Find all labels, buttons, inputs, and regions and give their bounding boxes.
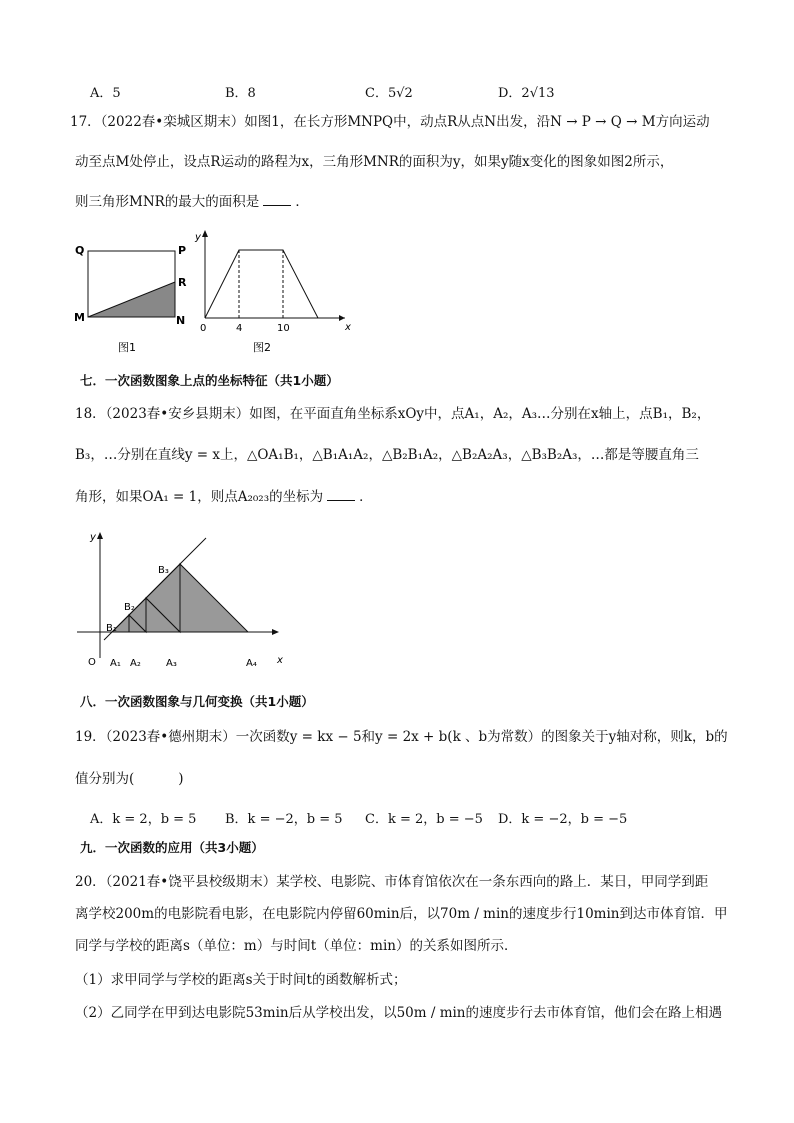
q18-line3 <box>75 487 754 507</box>
q16-option-c: C．5√2 <box>365 86 413 101</box>
q18-line3-text: 角形，如果OA₁ = 1，则点A₂₀₂₃的坐标为 <box>75 489 324 505</box>
label-b3: B₃ <box>158 565 169 576</box>
label-a3: A₃ <box>166 658 177 669</box>
q19-option-d: D．k = −2，b = −5 <box>498 812 628 827</box>
tick-10: 10 <box>277 323 290 334</box>
q18-figure <box>72 528 292 673</box>
graph-line <box>205 250 318 318</box>
triangle-b3a3a4 <box>180 564 248 632</box>
q17-line3 <box>75 192 754 212</box>
x-axis-arrow-icon <box>272 629 279 635</box>
tick-4: 4 <box>236 323 243 334</box>
q19-line1: 19．（2023春•德州期末）一次函数y = kx − 5和y = 2x + b(k 、b为常数）的图象关于y轴对称，则k，b的 <box>75 729 728 745</box>
q16-option-a: A．5 <box>90 86 121 101</box>
q17-line3-text: 则三角形MNR的最大的面积是 <box>75 194 260 210</box>
q17-line2: 动至点M处停止，设点R运动的路程为x，三角形MNR的面积为y，如果y随x变化的图象如图2所示， <box>75 154 674 170</box>
q19-line2 <box>75 769 754 789</box>
answer-blank <box>263 193 291 206</box>
q17-line3-end: ． <box>295 194 309 210</box>
label-m: M <box>74 311 85 324</box>
label-a4: A₄ <box>246 658 257 669</box>
q16-option-d: D．2√13 <box>498 86 555 101</box>
q16-option-b: B．8 <box>225 86 256 101</box>
section-8-heading: 八．一次函数图象与几何变换（共1小题） <box>80 694 314 709</box>
origin-label: O <box>88 657 96 668</box>
q17-figure1 <box>72 240 202 360</box>
q20-sub2: （2）乙同学在甲到达电影院53min后从学校出发，以50m / min的速度步行去市体育馆，他们会在路上相遇 <box>75 1005 723 1021</box>
q19-option-a: A．k = 2，b = 5 <box>90 812 197 827</box>
label-a1: A₁ <box>110 658 121 669</box>
label-b2: B₂ <box>124 602 135 613</box>
q19-option-c: C．k = 2，b = −5 <box>365 812 483 827</box>
q19-option-b: B．k = −2，b = 5 <box>225 812 343 827</box>
q18-line1: 18．（2023春•安乡县期末）如图，在平面直角坐标系xOy中，点A₁，A₂，A₃…分别在x轴上，点B₁，B₂， <box>75 406 711 422</box>
q17-line1: 17．（2022春•栾城区期末）如图1，在长方形MNPQ中，动点R从点N出发，沿N → P → Q → M方向运动 <box>70 114 710 130</box>
q20-sub1: （1）求甲同学与学校的距离s关于时间t的函数解析式； <box>75 972 407 988</box>
label-r: R <box>178 276 187 289</box>
q19-line2-end: ) <box>178 771 184 787</box>
q19-line2-text: 值分别为( <box>75 771 135 787</box>
q20-line1: 20．（2021春•饶平县校级期末）某学校、电影院、市体育馆依次在一条东西向的路上．某日，甲同学到距 <box>75 874 709 890</box>
section-9-heading: 九．一次函数的应用（共3小题） <box>80 840 264 855</box>
y-axis-arrow-icon <box>97 532 103 539</box>
triangle-mnr <box>88 282 175 317</box>
label-n: N <box>176 314 186 327</box>
label-p: P <box>178 244 187 257</box>
q17-figure2 <box>195 228 365 358</box>
x-axis-arrow-icon <box>339 315 345 321</box>
q18-line2: B₃，…分别在直线y = x上，△OA₁B₁，△B₁A₁A₂，△B₂B₁A₂，△B₂A₂A₃，△B₃B₂A₃，…都是等腰直角三 <box>75 447 699 463</box>
axis-label-x: x <box>277 655 283 666</box>
label-q: Q <box>75 244 85 257</box>
answer-blank <box>327 488 355 501</box>
tick-0: 0 <box>200 323 207 334</box>
q20-line2: 离学校200m的电影院看电影，在电影院内停留60min后，以70m / min的速度步行10min到达市体育馆．甲 <box>75 906 728 922</box>
section-7-heading: 七．一次函数图象上点的坐标特征（共1小题） <box>80 373 339 388</box>
q20-line3: 同学与学校的距离s（单位：m）与时间t（单位：min）的关系如图所示． <box>75 938 518 954</box>
q18-line3-end: ． <box>359 489 373 505</box>
label-a2: A₂ <box>130 658 141 669</box>
fig1-caption: 图1 <box>118 341 136 354</box>
fig2-caption: 图2 <box>253 341 271 354</box>
axis-label-x: x <box>345 322 351 333</box>
y-axis-arrow-icon <box>202 230 208 237</box>
axis-label-y: y <box>90 532 96 543</box>
label-b1: B₁ <box>106 623 117 634</box>
axis-label-y: y <box>195 232 201 243</box>
